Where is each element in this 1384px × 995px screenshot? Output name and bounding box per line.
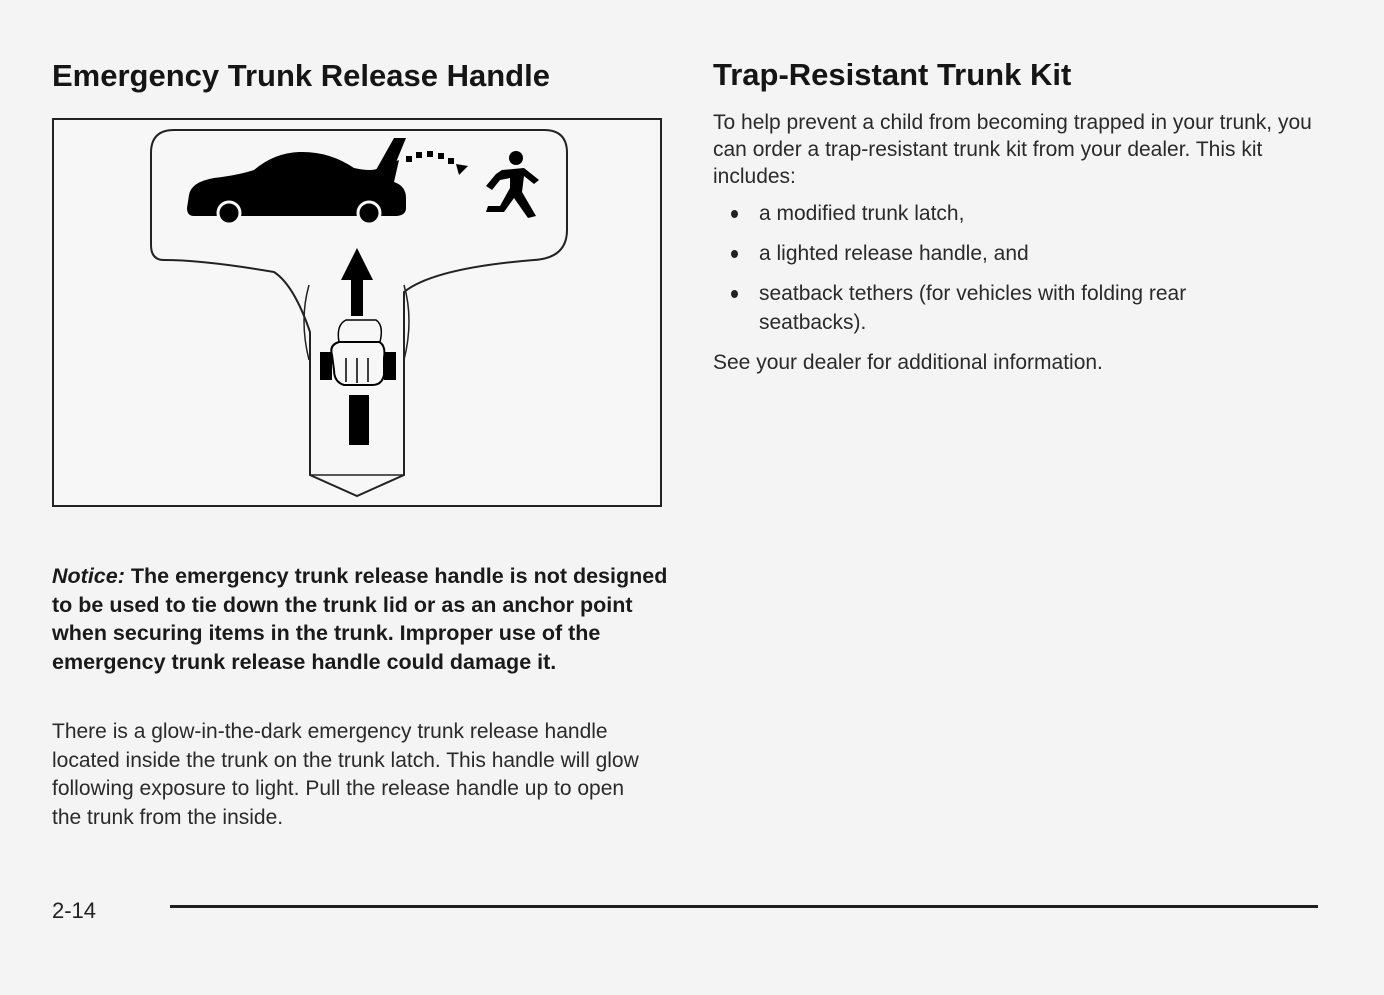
car-open-trunk-icon: [187, 138, 406, 224]
list-item: [731, 200, 1291, 229]
list-item-text: a modified trunk latch,: [759, 202, 965, 225]
bullet-icon: [731, 290, 738, 298]
dealer-info-paragraph: See your dealer for additional information.: [713, 351, 1103, 374]
kit-intro-paragraph: To help prevent a child from becoming trapped in your trunk, you can order a trap-resistant trunk kit from your dealer. This kit includes:: [713, 111, 1312, 188]
escape-path-arrow: [406, 151, 468, 175]
release-handle-description: There is a glow-in-the-dark emergency trunk release handle located inside the trunk on the trunk latch. This handle will glow following exposure to light. Pull the release handle up to open the trunk from the inside.: [52, 720, 639, 829]
list-item: [731, 240, 1291, 269]
section-heading-emergency-trunk-release: Emergency Trunk Release Handle: [52, 58, 550, 93]
kit-items-list: [731, 200, 1291, 349]
page-number: 2-14: [52, 898, 97, 923]
running-person-icon: [486, 151, 539, 218]
hand-pulling-icon: [320, 320, 396, 445]
list-item-text: seatback tethers (for vehicles with folding rear seatbacks).: [759, 282, 1187, 334]
bullet-icon: [731, 210, 738, 218]
bullet-icon: [731, 250, 738, 258]
footer-rule: [170, 905, 1318, 908]
notice-label: Notice:: [52, 564, 125, 588]
trunk-release-handle-illustration: [52, 118, 662, 507]
section-heading-trap-resistant-kit: Trap-Resistant Trunk Kit: [713, 57, 1072, 92]
arrow-up-icon: [341, 248, 373, 316]
list-item: [731, 280, 1291, 337]
notice-text: The emergency trunk release handle is not designed to be used to tie down the trunk lid or as an anchor point when securing items in the trunk. Improper use of the emergency trunk release handle could damage it.: [52, 564, 668, 674]
notice-paragraph: [52, 562, 682, 676]
list-item-text: a lighted release handle, and: [759, 242, 1029, 265]
